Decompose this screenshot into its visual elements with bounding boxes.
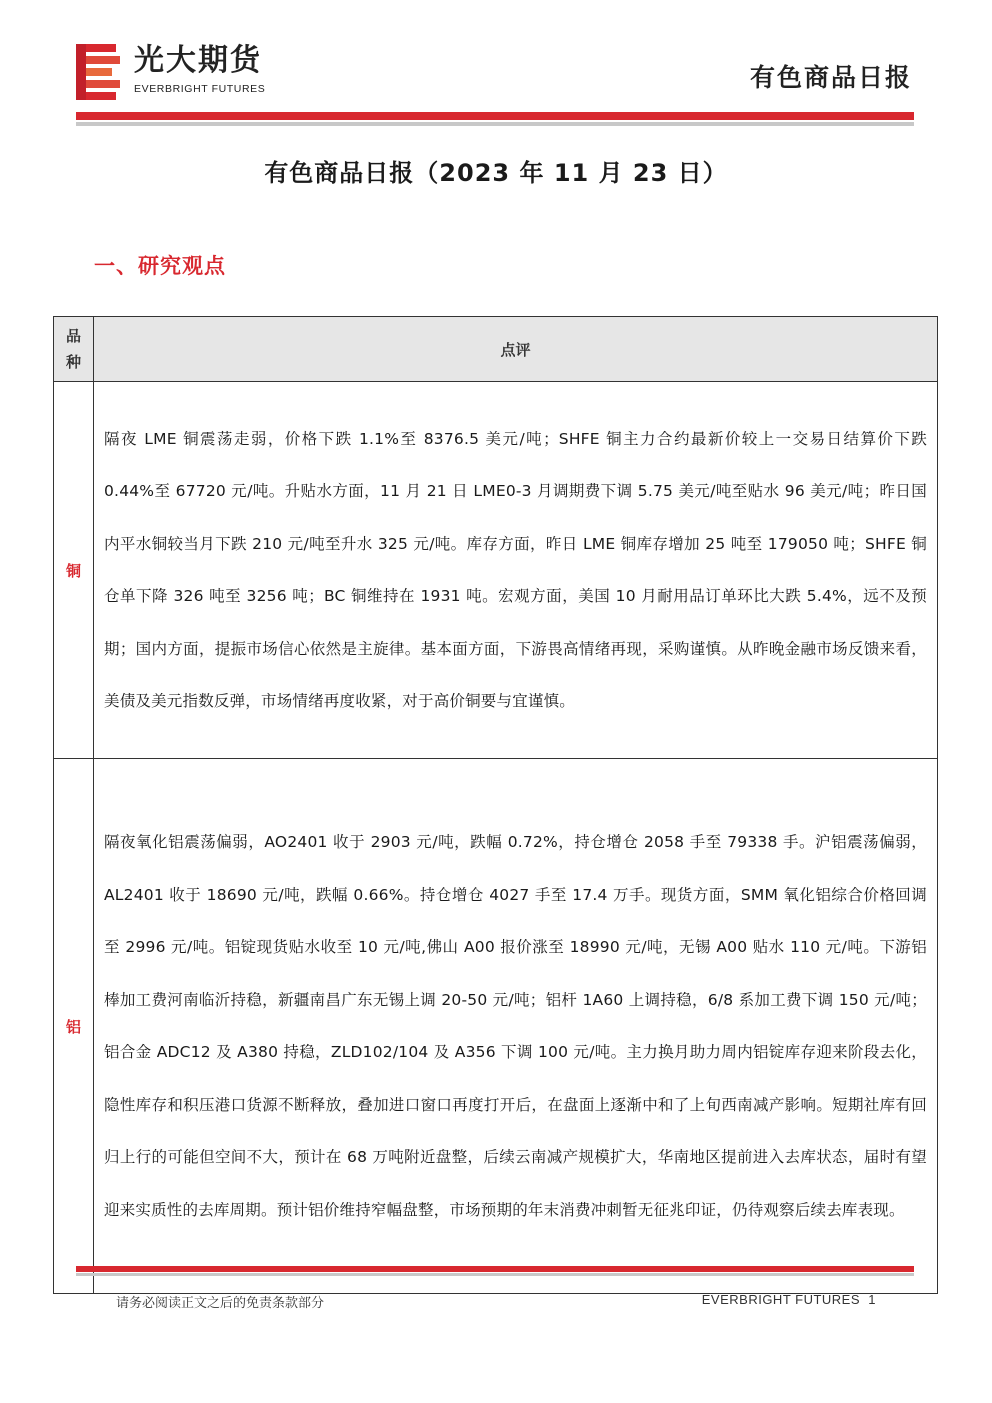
commodity-comment-aluminum: 隔夜氧化铝震荡偏弱，AO2401 收于 2903 元/吨，跌幅 0.72%，持仓增仓 2058 手至 79338 手。沪铝震荡偏弱，AL2401 收于 18690 元/吨，跌幅 0.66%。持仓增仓 4027 手至 17.4 万手。现货方面，SMM 氧化铝综合价格回调至 2996 元/吨。铝锭现货贴水收至 10 元/吨,佛山 A00 报价涨至 18990 元/吨，无锡 A00 贴水 110 元/吨。下游铝棒加工费河南临沂持稳，新疆南昌广东无锡上调 20-50 元/吨；铝杆 1A60 上调持稳，6/8 系加工费下调 150 元/吨；铝合金 ADC12 及 A380 持稳，ZLD102/104 及 A356 下调 100 元/吨。主力换月助力周内铝锭库存迎来阶段去化，隐性库存和积压港口货源不断释放，叠加进口窗口再度打开后，在盘面上逐渐中和了上旬西南减产影响。短期社库有回归上行的可能但空间不大，预计在 68 万吨附近盘整，后续云南减产规模扩大，华南地区提前进入去库状态，届时有望迎来实质性的去库周期。预计铝价维持窄幅盘整，市场预期的年末消费冲刺暂无征兆印证，仍待观察后续去库表现。 bbox=[94, 759, 938, 1294]
header-divider bbox=[76, 112, 914, 120]
commodity-name-copper: 铜 bbox=[54, 382, 94, 759]
logo-english-name: EVERBRIGHT FUTURES bbox=[134, 83, 266, 95]
logo-chinese-name: 光大期货 bbox=[134, 43, 262, 78]
footer-company-page bbox=[702, 1292, 876, 1307]
everbright-logo-icon bbox=[76, 44, 120, 100]
footer-company: EVERBRIGHT FUTURES bbox=[701, 1292, 861, 1307]
header-variety-char-1: 品 bbox=[65, 327, 81, 345]
page-number: 1 bbox=[868, 1292, 876, 1307]
company-logo bbox=[76, 44, 286, 100]
section-heading: 一、研究观点 bbox=[94, 254, 226, 278]
table-header-row bbox=[54, 317, 938, 382]
footer-divider-shadow bbox=[76, 1273, 914, 1276]
report-type-label: 有色商品日报 bbox=[749, 63, 912, 92]
header-variety-char-2: 种 bbox=[65, 353, 81, 371]
table-row-copper bbox=[54, 382, 938, 759]
commodity-comment-copper: 隔夜 LME 铜震荡走弱，价格下跌 1.1%至 8376.5 美元/吨；SHFE 铜主力合约最新价较上一交易日结算价下跌 0.44%至 67720 元/吨。升贴水方面，11 月 21 日 LME0-3 月调期费下调 5.75 美元/吨至贴水 96 美元/吨；昨日国内平水铜较当月下跌 210 元/吨至升水 325 元/吨。库存方面，昨日 LME 铜库存增加 25 吨至 179050 吨；SHFE 铜仓单下降 326 吨至 3256 吨；BC 铜维持在 1931 吨。宏观方面，美国 10 月耐用品订单环比大跌 5.4%，远不及预期；国内方面，提振市场信心依然是主旋律。基本面方面，下游畏高情绪再现，采购谨慎。从昨晚金融市场反馈来看，美债及美元指数反弹，市场情绪再度收紧，对于高价铜要与宜谨慎。 bbox=[94, 382, 938, 759]
table-row-aluminum bbox=[54, 759, 938, 1294]
header-divider-shadow bbox=[76, 122, 914, 126]
commodity-comment-table bbox=[53, 316, 938, 1294]
header-comment: 点评 bbox=[94, 317, 938, 382]
header-variety bbox=[54, 317, 94, 382]
document-title: 有色商品日报（2023 年 11 月 23 日） bbox=[264, 159, 728, 187]
commodity-name-aluminum: 铝 bbox=[54, 759, 94, 1294]
footer-disclaimer: 请务必阅读正文之后的免责条款部分 bbox=[116, 1296, 325, 1311]
footer-divider bbox=[76, 1266, 914, 1272]
